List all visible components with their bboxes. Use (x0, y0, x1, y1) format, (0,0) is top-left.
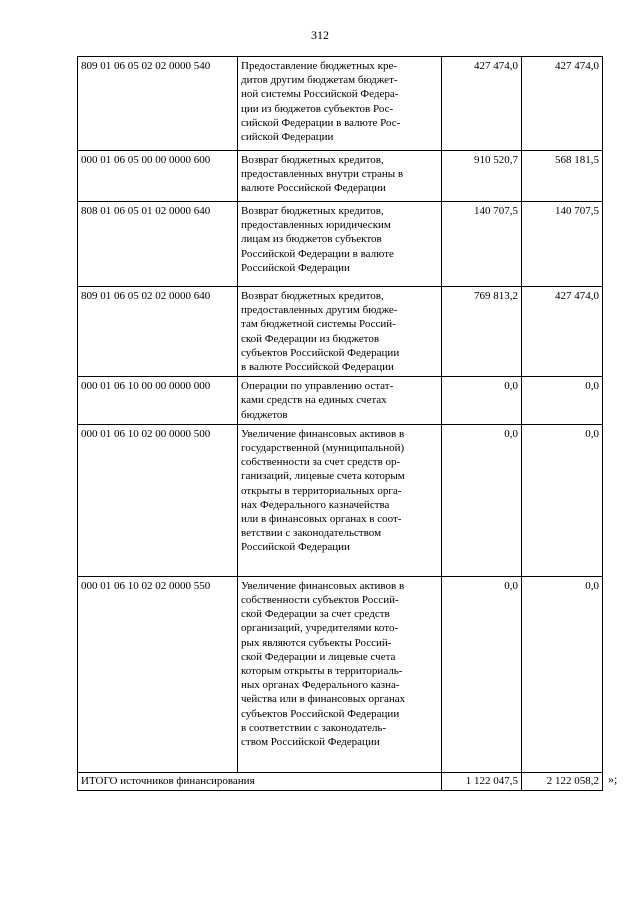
row-name-text: Возврат бюджетных кредитов, предоставленных внутри страны в валюте Российской Федерации (241, 154, 404, 195)
page-number: 312 (311, 28, 329, 42)
row-value-2: 427 474,0 (522, 287, 603, 377)
row-code: 000 01 06 10 00 00 0000 000 (78, 377, 238, 425)
row-value-1: 0,0 (442, 424, 522, 576)
table-row (78, 57, 603, 151)
row-name (238, 151, 442, 202)
total-label: ИТОГО источников финансирования (78, 772, 442, 790)
row-name (238, 424, 442, 576)
closing-quote-mark: »; (608, 772, 618, 786)
row-code: 808 01 06 05 01 02 0000 640 (78, 202, 238, 287)
row-value-1: 910 520,7 (442, 151, 522, 202)
row-name (238, 377, 442, 425)
row-value-2: 568 181,5 (522, 151, 603, 202)
table-row (78, 377, 603, 425)
row-value-2: 0,0 (522, 576, 603, 772)
table-row (78, 424, 603, 576)
row-name (238, 576, 442, 772)
table-row (78, 202, 603, 287)
row-value-1: 427 474,0 (442, 57, 522, 151)
row-value-1: 0,0 (442, 377, 522, 425)
financing-sources-table (77, 56, 603, 791)
row-name (238, 57, 442, 151)
row-name-text: Возврат бюджетных кредитов, предоставленных другим бюдже- там бюджетной системы Россий- ской Федерации из бюджетов субъектов Российской Федерации в валюте Российской Федерации (241, 290, 400, 374)
row-code: 000 01 06 05 00 00 0000 600 (78, 151, 238, 202)
row-name (238, 287, 442, 377)
row-value-1: 140 707,5 (442, 202, 522, 287)
row-name-text: Возврат бюджетных кредитов, предоставленных юридическим лицам из бюджетов субъектов Российской Федерации в валюте Российской Федерации (241, 205, 394, 274)
row-name-text: Предоставление бюджетных кре- дитов другим бюджетам бюджет- ной системы Российской Федера- ции из бюджетов субъектов Рос- сийской Федерации в валюте Рос- сийской Федерации (241, 60, 401, 144)
row-value-2: 0,0 (522, 424, 603, 576)
row-name-text: Увеличение финансовых активов в собственности субъектов Россий- ской Федерации за счет средств организаций, учредителями кото- рых являются субъекты Россий- ской Федерации и лицевые счета которым открыты в территориаль- ных органах Федерального казна- чейства или в финансовых органах субъектов Российской Федерации в соответствии с законодатель- ством Российской Федерации (241, 579, 406, 749)
row-value-2: 140 707,5 (522, 202, 603, 287)
row-name-text: Операции по управлению остат- ками средств на единых счетах бюджетов (241, 380, 394, 421)
row-name (238, 202, 442, 287)
row-value-2: 0,0 (522, 377, 603, 425)
row-value-1: 769 813,2 (442, 287, 522, 377)
row-code: 000 01 06 10 02 00 0000 500 (78, 424, 238, 576)
row-value-1: 0,0 (442, 576, 522, 772)
total-value-2: 2 122 058,2 (522, 772, 603, 790)
total-row (78, 772, 603, 790)
row-value-2: 427 474,0 (522, 57, 603, 151)
total-value-1: 1 122 047,5 (442, 772, 522, 790)
row-code: 809 01 06 05 02 02 0000 540 (78, 57, 238, 151)
row-name-text: Увеличение финансовых активов в государственной (муниципальной) собственности за счет средств ор- ганизаций, лицевые счета которым открыты в территориальных орга- нах Федерального казначейства или в финансовых органах в соот- ветствии с законодательством Российской Федерации (241, 427, 405, 554)
row-code: 809 01 06 05 02 02 0000 640 (78, 287, 238, 377)
table-row (78, 151, 603, 202)
table-row (78, 576, 603, 772)
row-code: 000 01 06 10 02 02 0000 550 (78, 576, 238, 772)
table-row (78, 287, 603, 377)
